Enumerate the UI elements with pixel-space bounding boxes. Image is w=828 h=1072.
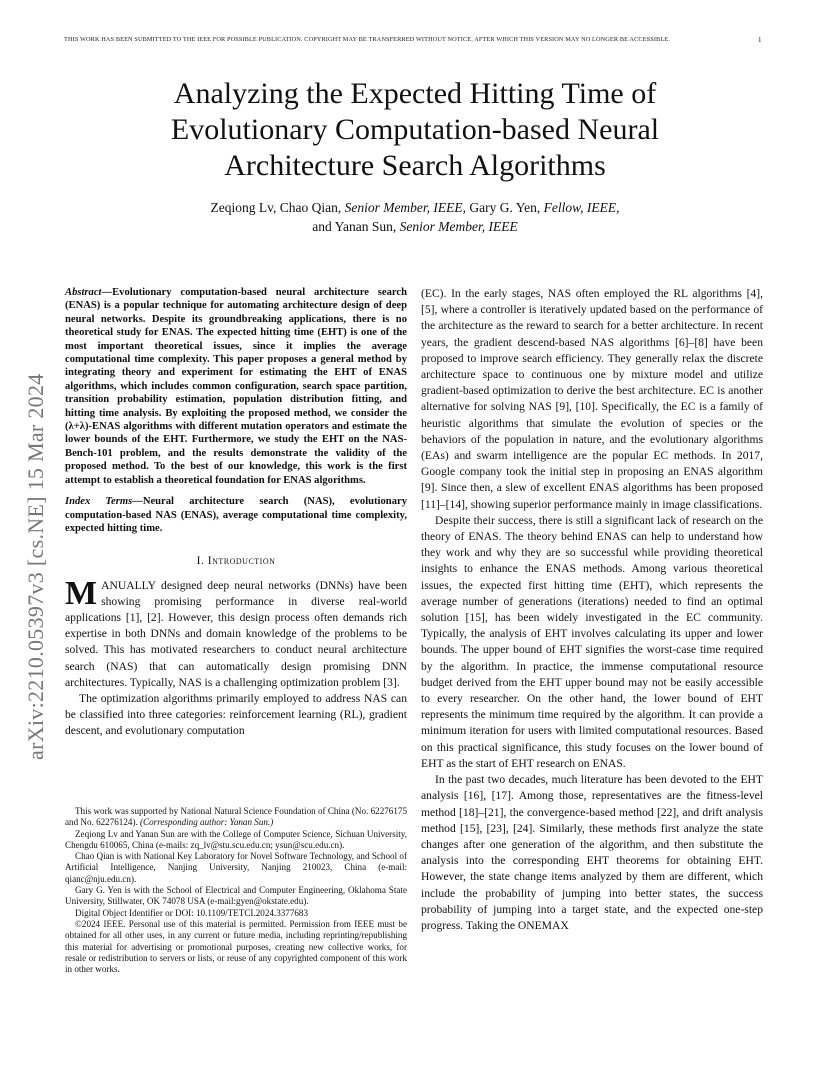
footnote-affil-lv-sun: Zeqiong Lv and Yanan Sun are with the College of Computer Science, Sichuan University, Chengdu 610065, China (e-mails: zq_lv@stu.scu.edu.cn; ysun@scu.edu.cn). — [65, 828, 407, 850]
right-paragraph-2: Despite their success, there is still a significant lack of research on the theory of ENAS. The theory behind ENAS can help to understand how they work and why they are so successful while providing theoretical insights to enhance the ENAS methods. Among various theoretical issues, the expected first hitting time (EHT), which represents the average number of generations (iterations) needed to find an optimal solution [15], has been widely investigated in the EC community. Typically, the analysis of EHT involves calculating its upper and lower bounds. The upper bound of EHT signifies the worst-case time required by the algorithm. In practice, the immense computational resource budget derived from the EHT upper bound may not be easily accessible to every researcher. On the other hand, the lower bound of EHT represents the minimum time required by the algorithm. It can provide a minimum iteration for users with limited computational resources. Based on this practical significance, this study focuses on the lower bound of EHT as the start of EHT research on ENAS. — [421, 513, 763, 770]
title-line-3: Architecture Search Algorithms — [224, 149, 606, 182]
author-line-2 — [120, 217, 710, 236]
right-column — [421, 286, 763, 934]
drop-cap: M — [65, 574, 98, 612]
abstract-text: —Evolutionary computation-based neural architecture search (ENAS) is a popular technique for automating architecture design of deep neural networks. Despite its groundbreaking applications, there is no theoretical study for ENAS. The expected hitting time (EHT) is one of the most important theoretical issues, since it implies the average computational time complexity. This paper proposes a general method by integrating theory and experiment for estimating the EHT of ENAS algorithms, which includes common configuration, search space partition, transition probability estimation, population distribution fitting, and hitting time analysis. By exploiting the proposed method, we consider the (λ+λ)-ENAS algorithms with different mutation operators and estimate the lower bounds of the EHT. Furthermore, we study the EHT on the NAS-Bench-101 problem, and the results demonstrate the validity of the proposed method. To the best of our knowledge, this work is the first attempt to establish a theoretical foundation for ENAS algorithms. — [65, 287, 407, 486]
intro-first-word: ANUALLY — [101, 578, 156, 592]
author-affil-2: Fellow, IEEE, — [543, 200, 620, 215]
right-paragraph-3: In the past two decades, much literature has been devoted to the EHT analysis [16], [17]. Among those, representatives are the fitness-level method [18]–[21], the convergence-based method [22], and drift analysis method [15], [23], [24]. Similarly, these methods first analyze the state changes after one generation of the algorithm, and then substitute the analysis into the corresponding EHT theorems for obtaining EHT. However, the state change items analyzed by them are different, which include the probability of jumping into better states, the success probability of jumping into a target state, and the expected one-step progress. Taking the ONEMAX — [421, 773, 763, 932]
paper-title — [90, 76, 740, 184]
author-names-3: and Yanan Sun, — [312, 219, 400, 234]
footnote-doi: Digital Object Identifier or DOI: 10.1109/TETCI.2024.3377683 — [75, 907, 309, 918]
author-names-2: Gary G. Yen, — [466, 200, 544, 215]
author-affil-3: Senior Member, IEEE — [399, 219, 518, 234]
footnote-corresponding: (Corresponding author: Yanan Sun.) — [140, 817, 274, 828]
right-paragraph-1: (EC). In the early stages, NAS often employed the RL algorithms [4], [5], where a controller is iteratively updated based on the performance of the architecture as the reward to search for a better architecture. In recent years, the gradient descend-based NAS algorithms [6]–[8] have been proposed to improve search efficiency. They generally relax the discrete architecture space to continuous one by mixture model and utilize gradient-based optimization to derive the best architecture. EC is another alternative for solving NAS [9], [10]. Specifically, the EC is a family of heuristic algorithms that simulate the evolution of species or the behaviors of the population in nature, and the evolutionary algorithms (EAs) and swarm intelligence are the popular EC methods. In 2017, Google company took the initial step in proposing an ENAS algorithm [9]. Since then, a slew of excellent ENAS algorithms has been proposed [11]–[14], showing superior performance mainly in image classifications. — [421, 287, 763, 511]
index-terms-label: Index Terms — [65, 496, 133, 508]
title-line-2: Evolutionary Computation-based Neural — [170, 113, 660, 146]
section-title: Introduction — [207, 554, 276, 568]
arxiv-sidebar — [20, 270, 50, 760]
arxiv-identifier: arXiv:2210.05397v3 [cs.NE] 15 Mar 2024 — [23, 373, 48, 760]
left-column — [65, 286, 407, 740]
section-heading — [65, 553, 407, 569]
running-head: THIS WORK HAS BEEN SUBMITTED TO THE IEEE FOR POSSIBLE PUBLICATION. COPYRIGHT MAY BE TRANSFERRED WITHOUT NOTICE, AFTER WHICH THIS VERSION MAY NO LONGER BE ACCESSIBLE. — [64, 36, 670, 43]
author-names-1: Zeqiong Lv, Chao Qian, — [210, 200, 345, 215]
footnote-affil-yen: Gary G. Yen is with the School of Electrical and Computer Engineering, Oklahoma State University, Stillwater, OK 74078 USA (e-mail:gyen@okstate.edu). — [65, 885, 407, 907]
index-terms-text: —Neural architecture search (NAS), evolutionary computation-based NAS (ENAS), average computational time complexity, expected hitting time. — [65, 496, 407, 534]
footnotes — [65, 806, 407, 975]
intro-paragraph-2: The optimization algorithms primarily employed to address NAS can be classified into three categories: reinforcement learning (RL), gradient descent, and evolutionary computation — [65, 691, 407, 738]
abstract — [65, 286, 407, 487]
intro-paragraph-1 — [65, 574, 407, 691]
index-terms — [65, 495, 407, 535]
footnote-funding-text: This work was supported by National Natural Science Foundation of China (No. 62276175 and No. 62276124). — [65, 806, 407, 828]
title-line-1: Analyzing the Expected Hitting Time of — [173, 77, 657, 110]
author-line-1 — [120, 198, 710, 217]
intro-text: designed deep neural networks (DNNs) have been showing promising performance in diverse real-world applications [1], [2]. However, this design process often demands rich expertise in both DNNs and domain knowledge of the problems to be solved. This has motivated researchers to conduct neural architecture search (NAS) that can automatically design promising DNN architectures. Typically, NAS is a challenging optimization problem [3]. — [65, 578, 407, 689]
footnote-copyright: ©2024 IEEE. Personal use of this material is permitted. Permission from IEEE must be obtained for all other uses, in any current or future media, including reprinting/republishing this material for advertising or promotional purposes, creating new collective works, for resale or redistribution to servers or lists, or reuse of any copyrighted component of this work in other works. — [65, 918, 407, 975]
footnote-funding — [65, 806, 407, 829]
author-list — [120, 198, 710, 236]
author-affil-1: Senior Member, IEEE, — [344, 200, 467, 215]
footnote-affil-qian: Chao Qian is with National Key Laboratory for Novel Software Technology, and School of Artificial Intelligence, Nanjing University, Nanjing 210023, China (e-mail: qianc@nju.edu.cn). — [65, 851, 407, 884]
page-number: 1 — [758, 36, 762, 44]
section-number: I. — [196, 554, 208, 568]
abstract-label: Abstract — [65, 287, 102, 298]
